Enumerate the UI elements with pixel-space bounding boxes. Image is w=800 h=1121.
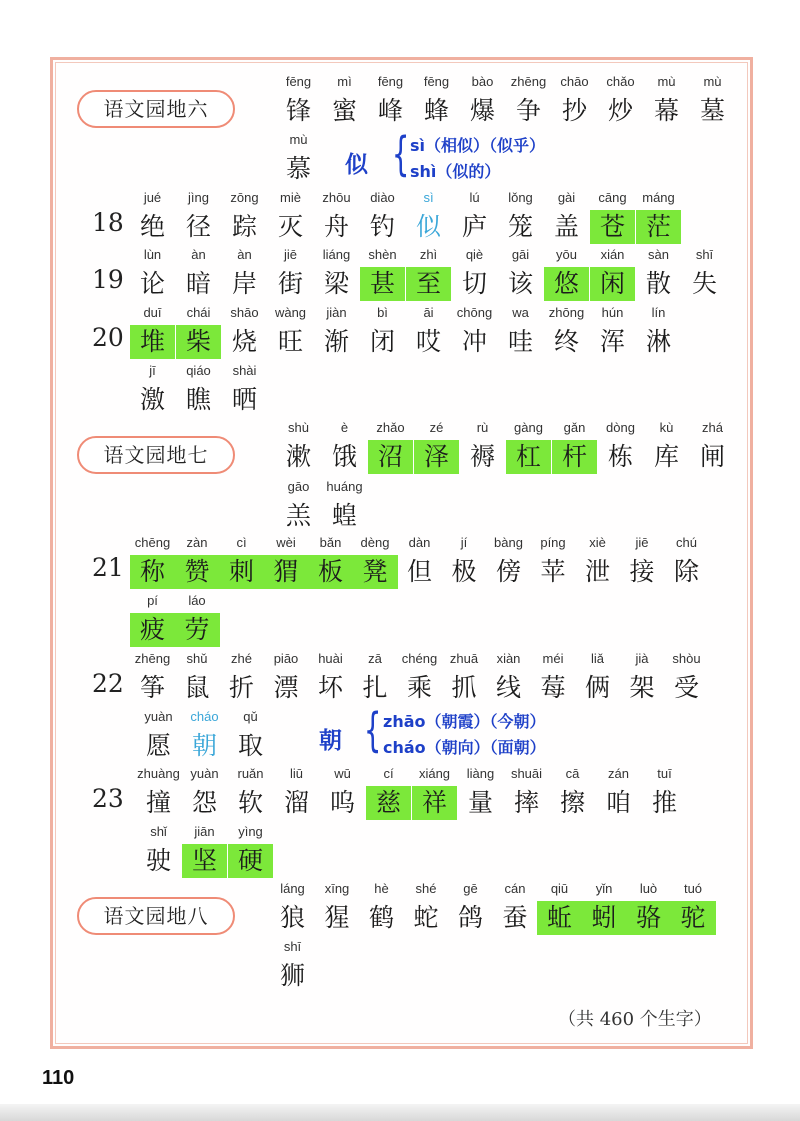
character: 除 [673,557,699,586]
pinyin: qiū [550,881,569,896]
pinyin: fēng [377,74,404,89]
section-label-6: 语文园地六 [77,90,235,128]
highlighted-character: 蚓 [582,901,627,935]
pinyin: hún [601,305,624,320]
highlighted-character: 泽 [414,440,459,474]
pinyin: chēng [134,535,171,550]
pinyin: zhì [419,247,438,262]
lesson-number-23: 23 [92,784,124,813]
bottom-bar [0,1104,800,1121]
pinyin: cán [504,881,526,896]
character: 冲 [461,327,487,356]
highlighted-character: 闲 [590,267,635,301]
pinyin: shuāi [510,766,543,781]
pinyin: cāng [598,190,627,205]
highlighted-character: 堆 [130,325,175,359]
character: 慕 [285,154,311,183]
character: 哇 [507,327,533,356]
character: 笼 [507,212,533,241]
character: 取 [237,731,263,760]
polyphone-char-si: 似 [345,152,368,178]
highlighted-character: 慈 [366,786,411,820]
pinyin: xiè [589,535,606,550]
pinyin: jìng [188,190,209,205]
character: 饿 [331,442,357,471]
char-cell [636,305,681,363]
pinyin: gāo [287,479,310,494]
character: 暗 [185,269,211,298]
character: 库 [653,442,679,471]
pinyin: mù [703,74,722,89]
pinyin: wèi [276,535,296,550]
section-label-8: 语文园地八 [77,897,235,935]
character: 狼 [279,903,305,932]
character: 溜 [283,788,309,817]
character: 筝 [139,673,165,702]
highlighted-character: 驼 [671,901,716,935]
character: 舟 [323,212,349,241]
char-cell [276,132,321,190]
character: 极 [451,557,477,586]
character: 街 [277,269,303,298]
pinyin: diào [370,190,395,205]
pinyin: ruǎn [237,766,264,781]
pinyin: gāi [511,247,530,262]
pinyin: huáng [326,479,363,494]
character: 岸 [231,269,257,298]
highlighted-character: 杆 [552,440,597,474]
character: 扎 [362,673,388,702]
character: 俩 [584,673,610,702]
pinyin: qiè [465,247,484,262]
pinyin: qiáo [186,363,211,378]
pinyin: máng [642,190,675,205]
brace-icon: { [363,703,382,757]
pinyin: huài [318,651,343,666]
highlighted-character: 猬 [264,555,309,589]
pinyin: sì [423,190,434,205]
character: 量 [467,788,493,817]
highlighted-character: 劳 [175,613,220,647]
character: 推 [651,788,677,817]
pinyin: láo [188,593,206,608]
character: 盖 [553,212,579,241]
pinyin: liàng [466,766,495,781]
pinyin: jī [149,363,156,378]
character: 狮 [279,961,305,990]
section-label-7: 语文园地七 [77,436,235,474]
character: 蛇 [413,903,439,932]
pinyin: mì [337,74,352,89]
pinyin: zàn [186,535,208,550]
pinyin: liǎ [590,651,604,666]
pinyin: jué [143,190,162,205]
character: 蝗 [331,501,357,530]
pinyin: yuàn [144,709,173,724]
pinyin: bǎn [319,535,342,550]
lesson-number-19: 19 [92,265,124,294]
pinyin: zhēng [510,74,547,89]
lesson-number-20: 20 [92,323,124,352]
character: 散 [645,269,671,298]
highlighted-character: 疲 [130,613,175,647]
character: 争 [515,96,541,125]
character: 抄 [561,96,587,125]
character: 咱 [605,788,631,817]
lesson-number-18: 18 [92,208,124,237]
pinyin: zhá [702,420,723,435]
character: 墓 [699,96,725,125]
pinyin: hè [374,881,389,896]
highlighted-character: 杠 [506,440,551,474]
character: 绝 [139,212,165,241]
highlighted-character: 板 [308,555,353,589]
character: 切 [461,269,487,298]
pinyin: miè [280,190,301,205]
character: 爆 [469,96,495,125]
character: 受 [673,673,699,702]
pinyin: xīng [324,881,350,896]
character: 驶 [145,846,171,875]
character: 哎 [415,327,441,356]
highlighted-character: 甚 [360,267,405,301]
character: 踪 [231,212,257,241]
character: 失 [691,269,717,298]
character: 傍 [495,557,521,586]
character: 闸 [699,442,725,471]
character: 瞧 [185,385,211,414]
character: 旺 [277,327,303,356]
pinyin: cí [383,766,394,781]
pinyin: zhōu [322,190,351,205]
character: 终 [553,327,579,356]
highlighted-character: 坚 [182,844,227,878]
pinyin: zán [608,766,629,781]
pinyin: luò [639,881,658,896]
pinyin: zā [368,651,382,666]
pinyin: chú [676,535,697,550]
character: 蜜 [331,96,357,125]
character: 架 [629,673,655,702]
lesson-number-21: 21 [92,553,124,582]
pinyin: jiān [194,824,215,839]
character: 苹 [540,557,566,586]
pinyin: píng [540,535,566,550]
pinyin: zé [429,420,444,435]
highlighted-character: 赞 [175,555,220,589]
character: 激 [139,385,165,414]
char-cell [228,709,273,767]
pinyin: sàn [648,247,669,262]
pinyin: gē [463,881,478,896]
character: 莓 [540,673,566,702]
pinyin: cì [236,535,247,550]
character: 鼠 [184,673,210,702]
character: 浑 [599,327,625,356]
pinyin: mù [657,74,676,89]
highlighted-character: 凳 [353,555,398,589]
pinyin: dòng [606,420,635,435]
character: 坏 [317,673,343,702]
lesson-number-22: 22 [92,669,124,698]
character: 庐 [461,212,487,241]
pinyin: shī [695,247,714,262]
character: 栋 [607,442,633,471]
pinyin: chéng [401,651,438,666]
pinyin: jiē [635,535,649,550]
highlighted-character: 悠 [544,267,589,301]
character: 闭 [369,327,395,356]
pinyin: xiàn [496,651,521,666]
pinyin: chǎo [606,74,635,89]
pinyin: shǐ [150,824,167,839]
character: 渐 [323,327,349,356]
highlighted-character: 称 [130,555,175,589]
pinyin: àn [237,247,252,262]
pinyin: zhé [231,651,252,666]
pinyin: shé [415,881,437,896]
polyphone-si-reading-1: sì（相似）（似乎） [410,136,546,155]
pinyin: zhōng [548,305,585,320]
character: 抓 [451,673,477,702]
character: 愿 [145,731,171,760]
pinyin: tuó [683,881,703,896]
pinyin: liū [289,766,303,781]
pinyin: fēng [285,74,312,89]
highlighted-character: 沼 [368,440,413,474]
pinyin: zhuā [449,651,479,666]
character: 怨 [191,788,217,817]
pinyin: è [340,420,349,435]
pinyin: shāo [230,305,259,320]
character: 折 [228,673,254,702]
pinyin: bì [377,305,388,320]
character: 线 [495,673,521,702]
character: 晒 [231,385,257,414]
page-number: 110 [42,1067,75,1089]
pinyin: bàng [494,535,523,550]
pinyin: dàn [408,535,431,550]
character: 撞 [145,788,171,817]
pinyin: cā [565,766,580,781]
pinyin: àn [191,247,206,262]
character: 梁 [323,269,349,298]
char-cell [682,247,727,305]
char-cell [228,824,273,882]
pinyin: zhǎo [376,420,405,435]
pinyin: méi [542,651,564,666]
pinyin: jí [460,535,468,550]
pinyin: lín [651,305,666,320]
character: 钓 [369,212,395,241]
highlighted-character: 刺 [219,555,264,589]
pinyin: rù [476,420,489,435]
polyphone-char-chao: 朝 [319,728,342,754]
character: 幕 [653,96,679,125]
character: 猩 [324,903,350,932]
total-characters-note: （共 460 个生字） [558,1009,712,1030]
pinyin: zhuàng [137,766,180,781]
character: 该 [507,269,533,298]
character: 峰 [377,96,403,125]
character: 呜 [329,788,355,817]
pinyin: liáng [322,247,351,262]
pinyin: kù [659,420,674,435]
polyphone-si-reading-2: shì（似的） [410,162,501,181]
char-cell [664,535,709,593]
character: 鸽 [457,903,483,932]
pinyin: chōng [456,305,493,320]
character: 锋 [285,96,311,125]
pinyin: qǔ [243,709,258,724]
pinyin: duī [143,305,162,320]
pinyin: gài [557,190,576,205]
pinyin: jiē [283,247,297,262]
pinyin: lùn [143,247,162,262]
highlighted-character: 至 [406,267,451,301]
character: 淋 [645,327,671,356]
pinyin: pí [147,593,158,608]
character: 泄 [584,557,610,586]
pinyin: chái [186,305,211,320]
character: 灭 [277,212,303,241]
pinyin: shī [283,939,302,954]
pinyin: yǐn [595,881,613,896]
character: 羔 [285,501,311,530]
character: 摔 [513,788,539,817]
pinyin: xián [600,247,625,262]
highlighted-character: 茫 [636,210,681,244]
highlighted-character: 蚯 [537,901,582,935]
pinyin: lú [469,190,480,205]
pinyin: wàng [274,305,307,320]
pinyin: piāo [273,651,299,666]
char-cell [270,939,315,997]
char-cell [671,881,716,939]
character: 褥 [469,442,495,471]
pinyin: láng [280,881,305,896]
char-cell [222,363,267,421]
character: 朝 [191,731,217,760]
pinyin: tuī [657,766,672,781]
character: 鹤 [368,903,394,932]
pinyin: bào [471,74,494,89]
pinyin: wa [512,305,529,320]
character: 蚕 [502,903,528,932]
pinyin: yuàn [190,766,219,781]
character: 烧 [231,327,257,356]
char-cell [690,420,735,478]
character: 似 [415,212,441,241]
highlighted-character: 骆 [626,901,671,935]
pinyin: shèn [368,247,397,262]
char-cell [664,651,709,709]
character: 接 [629,557,655,586]
pinyin: gǎn [563,420,586,435]
highlighted-character: 柴 [176,325,221,359]
pinyin: yìng [238,824,263,839]
pinyin: jiàn [326,305,347,320]
pinyin: yōu [556,247,577,262]
character: 但 [406,557,432,586]
character: 蜂 [423,96,449,125]
character: 乘 [406,673,432,702]
pinyin: mù [289,132,308,147]
pinyin: gàng [514,420,543,435]
highlighted-character: 硬 [228,844,273,878]
char-cell [322,479,367,537]
brace-icon: { [391,127,410,181]
character: 径 [185,212,211,241]
pinyin: āi [423,305,434,320]
pinyin: shǔ [186,651,208,666]
pinyin: shài [232,363,257,378]
char-cell [690,74,735,132]
character: 漂 [273,673,299,702]
pinyin: dèng [360,535,390,550]
character: 软 [237,788,263,817]
pinyin: lǒng [508,190,533,205]
pinyin: shòu [672,651,701,666]
pinyin: cháo [190,709,219,724]
highlighted-character: 苍 [590,210,635,244]
character: 炒 [607,96,633,125]
pinyin: fēng [423,74,450,89]
pinyin: xiáng [418,766,451,781]
pinyin: jià [635,651,649,666]
char-cell [175,593,220,651]
polyphone-chao-reading-2: cháo（朝向）（面朝） [383,738,546,757]
char-cell [642,766,687,824]
character: 论 [139,269,165,298]
highlighted-character: 祥 [412,786,457,820]
char-cell [636,190,681,248]
pinyin: chāo [560,74,589,89]
pinyin: zhēng [134,651,171,666]
polyphone-chao-reading-1: zhāo（朝霞）（今朝） [383,712,546,731]
character: 漱 [285,442,311,471]
pinyin: shù [288,420,309,435]
pinyin: wū [334,766,351,781]
character: 擦 [559,788,585,817]
pinyin: zōng [230,190,259,205]
